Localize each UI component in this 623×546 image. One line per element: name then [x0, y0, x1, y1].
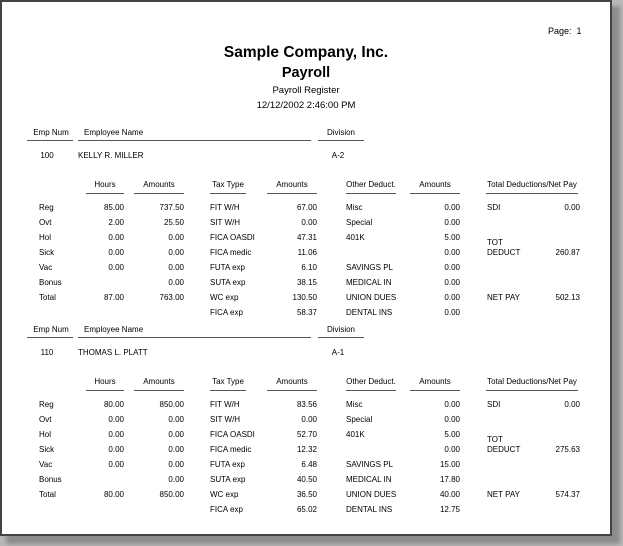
employee-name-underline — [78, 337, 311, 338]
division: A-2 — [331, 151, 345, 160]
report-title: Payroll — [281, 65, 331, 81]
earning-type: Bonus — [39, 278, 62, 287]
other-deduct-amount: 0.00 — [444, 308, 460, 317]
employee-name: KELLY R. MILLER — [78, 151, 144, 160]
sdi-label: SDI — [487, 203, 501, 212]
tax-type: SUTA exp — [210, 475, 246, 484]
tax-type-header: Tax Type — [212, 377, 244, 386]
earn-amounts-underline — [134, 390, 184, 391]
tot-deduct-amount: 260.87 — [555, 248, 580, 257]
earning-type: Reg — [39, 400, 54, 409]
net-pay-label: NET PAY — [487, 293, 520, 302]
sdi-amount: 0.00 — [564, 400, 580, 409]
other-deduct-amount: 12.75 — [439, 505, 460, 514]
tot-label: TOT — [487, 435, 503, 444]
tax-type-underline — [210, 390, 246, 391]
other-deduct-type: UNION DUES — [346, 293, 397, 302]
employee-name-header: Employee Name — [84, 128, 144, 137]
tot-deduct-amount: 275.63 — [555, 445, 580, 454]
other-amounts-header: Amounts — [419, 180, 451, 189]
earning-amount: 763.00 — [159, 293, 184, 302]
other-deduct-type: Misc — [346, 203, 363, 212]
earning-amount: 25.50 — [163, 218, 184, 227]
other-deduct-underline — [346, 193, 396, 194]
hours-header: Hours — [94, 377, 116, 386]
emp-num-header: Emp Num — [33, 325, 69, 334]
other-deduct-type: MEDICAL IN — [346, 475, 392, 484]
tax-amount: 52.70 — [296, 430, 317, 439]
other-deduct-amount: 40.00 — [439, 490, 460, 499]
tax-amount: 130.50 — [292, 293, 317, 302]
page-number: 1 — [576, 26, 582, 36]
earning-amount: 0.00 — [168, 415, 184, 424]
net-pay-amount: 574.37 — [555, 490, 580, 499]
other-deduct-amount: 0.00 — [444, 248, 460, 257]
emp-num-underline — [27, 140, 73, 141]
earning-amount: 850.00 — [159, 400, 184, 409]
earning-type: Hol — [39, 233, 52, 242]
earning-hours: 2.00 — [108, 218, 124, 227]
earn-amounts-underline — [134, 193, 184, 194]
earning-type: Total — [39, 490, 56, 499]
employee-name-header: Employee Name — [84, 325, 144, 334]
company-name: Sample Company, Inc. — [223, 44, 389, 61]
tax-amount: 38.15 — [296, 278, 317, 287]
earning-type: Bonus — [39, 475, 62, 484]
earning-hours: 87.00 — [103, 293, 124, 302]
earning-amount: 0.00 — [168, 248, 184, 257]
tax-type: FIT W/H — [210, 203, 240, 212]
tot-label: TOT — [487, 238, 503, 247]
other-deduct-amount: 0.00 — [444, 293, 460, 302]
emp-num: 110 — [40, 348, 54, 357]
earning-amount: 0.00 — [168, 233, 184, 242]
employee-name: THOMAS L. PLATT — [78, 348, 148, 357]
tax-type: SIT W/H — [210, 218, 241, 227]
tax-type: FICA OASDI — [210, 233, 255, 242]
earning-hours: 80.00 — [103, 400, 124, 409]
other-deduct-amount: 17.80 — [439, 475, 460, 484]
page-label: Page: — [548, 26, 572, 36]
earning-type: Ovt — [39, 415, 52, 424]
earning-amount: 0.00 — [168, 263, 184, 272]
hours-underline — [86, 193, 124, 194]
earning-type: Sick — [39, 445, 55, 454]
tax-type: FICA exp — [210, 505, 243, 514]
tax-amount: 6.10 — [301, 263, 317, 272]
tax-type: FICA OASDI — [210, 430, 255, 439]
other-deduct-amount: 0.00 — [444, 415, 460, 424]
other-deduct-type: DENTAL INS — [346, 505, 393, 514]
other-deduct-type: Special — [346, 218, 373, 227]
other-deduct-type: DENTAL INS — [346, 308, 393, 317]
earning-hours: 0.00 — [108, 415, 124, 424]
total-deductions-header: Total Deductions/Net Pay — [487, 180, 577, 189]
total-deductions-underline — [486, 390, 578, 391]
net-pay-label: NET PAY — [487, 490, 520, 499]
earning-hours: 0.00 — [108, 263, 124, 272]
tax-type: FIT W/H — [210, 400, 240, 409]
other-deduct-amount: 0.00 — [444, 263, 460, 272]
other-deduct-amount: 5.00 — [444, 233, 460, 242]
total-deductions-header: Total Deductions/Net Pay — [487, 377, 577, 386]
tax-type: FICA medic — [210, 248, 252, 257]
tax-amount: 65.02 — [296, 505, 317, 514]
sdi-label: SDI — [487, 400, 501, 409]
tax-type: SIT W/H — [210, 415, 241, 424]
earning-type: Vac — [39, 263, 53, 272]
tax-amount: 47.31 — [296, 233, 317, 242]
earn-amounts-header: Amounts — [143, 377, 175, 386]
division-underline — [318, 337, 364, 338]
tax-amount: 0.00 — [301, 218, 317, 227]
tax-type: WC exp — [210, 490, 239, 499]
earning-amount: 0.00 — [168, 430, 184, 439]
tax-type: FICA medic — [210, 445, 252, 454]
other-deduct-amount: 0.00 — [444, 445, 460, 454]
tax-type: FICA exp — [210, 308, 243, 317]
earn-amounts-header: Amounts — [143, 180, 175, 189]
division-underline — [318, 140, 364, 141]
report-datetime: 12/12/2002 2:46:00 PM — [256, 100, 356, 111]
earning-type: Reg — [39, 203, 54, 212]
other-deduct-type: UNION DUES — [346, 490, 397, 499]
tax-amount: 67.00 — [296, 203, 317, 212]
earning-hours: 80.00 — [103, 490, 124, 499]
tax-type: WC exp — [210, 293, 239, 302]
tax-amount: 83.56 — [296, 400, 317, 409]
earning-amount: 0.00 — [168, 475, 184, 484]
earning-hours: 0.00 — [108, 460, 124, 469]
earning-type: Total — [39, 293, 56, 302]
hours-header: Hours — [94, 180, 116, 189]
other-deduct-type: 401K — [346, 430, 365, 439]
tax-type: FUTA exp — [210, 263, 245, 272]
earning-hours: 85.00 — [103, 203, 124, 212]
sdi-amount: 0.00 — [564, 203, 580, 212]
tax-type-underline — [210, 193, 246, 194]
other-deduct-amount: 15.00 — [439, 460, 460, 469]
other-amounts-underline — [410, 193, 460, 194]
other-deduct-type: SAVINGS PL — [346, 263, 393, 272]
tax-type: SUTA exp — [210, 278, 246, 287]
emp-num-header: Emp Num — [33, 128, 69, 137]
earning-amount: 0.00 — [168, 278, 184, 287]
tax-amount: 12.32 — [296, 445, 317, 454]
earning-hours: 0.00 — [108, 233, 124, 242]
other-deduct-type: Misc — [346, 400, 363, 409]
tax-amounts-header: Amounts — [276, 377, 308, 386]
tax-amount: 36.50 — [296, 490, 317, 499]
earning-amount: 737.50 — [159, 203, 184, 212]
other-deduct-header: Other Deduct. — [346, 180, 396, 189]
other-deduct-type: MEDICAL IN — [346, 278, 392, 287]
division-header: Division — [326, 128, 355, 137]
employee-name-underline — [78, 140, 311, 141]
earning-type: Vac — [39, 460, 53, 469]
earning-hours: 0.00 — [108, 248, 124, 257]
other-deduct-type: SAVINGS PL — [346, 460, 393, 469]
net-pay-amount: 502.13 — [555, 293, 580, 302]
earning-type: Sick — [39, 248, 55, 257]
other-deduct-type: 401K — [346, 233, 365, 242]
tax-amounts-underline — [267, 193, 317, 194]
tax-amount: 58.37 — [296, 308, 317, 317]
tax-type-header: Tax Type — [212, 180, 244, 189]
earning-amount: 850.00 — [159, 490, 184, 499]
division-header: Division — [326, 325, 355, 334]
other-deduct-amount: 0.00 — [444, 400, 460, 409]
earning-type: Hol — [39, 430, 52, 439]
deduct-label: DEDUCT — [487, 445, 521, 454]
other-deduct-amount: 0.00 — [444, 218, 460, 227]
other-amounts-underline — [410, 390, 460, 391]
report-subtitle: Payroll Register — [272, 85, 340, 96]
total-deductions-underline — [486, 193, 578, 194]
deduct-label: DEDUCT — [487, 248, 521, 257]
division: A-1 — [331, 348, 345, 357]
tax-type: FUTA exp — [210, 460, 245, 469]
tax-amount: 40.50 — [296, 475, 317, 484]
earning-amount: 0.00 — [168, 445, 184, 454]
earning-amount: 0.00 — [168, 460, 184, 469]
other-deduct-amount: 5.00 — [444, 430, 460, 439]
earning-hours: 0.00 — [108, 430, 124, 439]
other-amounts-header: Amounts — [419, 377, 451, 386]
other-deduct-underline — [346, 390, 396, 391]
emp-num: 100 — [40, 151, 54, 160]
emp-num-underline — [27, 337, 73, 338]
other-deduct-amount: 0.00 — [444, 278, 460, 287]
other-deduct-header: Other Deduct. — [346, 377, 396, 386]
earning-hours: 0.00 — [108, 445, 124, 454]
hours-underline — [86, 390, 124, 391]
tax-amount: 11.06 — [297, 248, 317, 257]
page-indicator — [548, 26, 582, 37]
tax-amounts-header: Amounts — [276, 180, 308, 189]
other-deduct-type: Special — [346, 415, 373, 424]
earning-type: Ovt — [39, 218, 52, 227]
tax-amount: 0.00 — [301, 415, 317, 424]
other-deduct-amount: 0.00 — [444, 203, 460, 212]
tax-amounts-underline — [267, 390, 317, 391]
tax-amount: 6.48 — [301, 460, 317, 469]
